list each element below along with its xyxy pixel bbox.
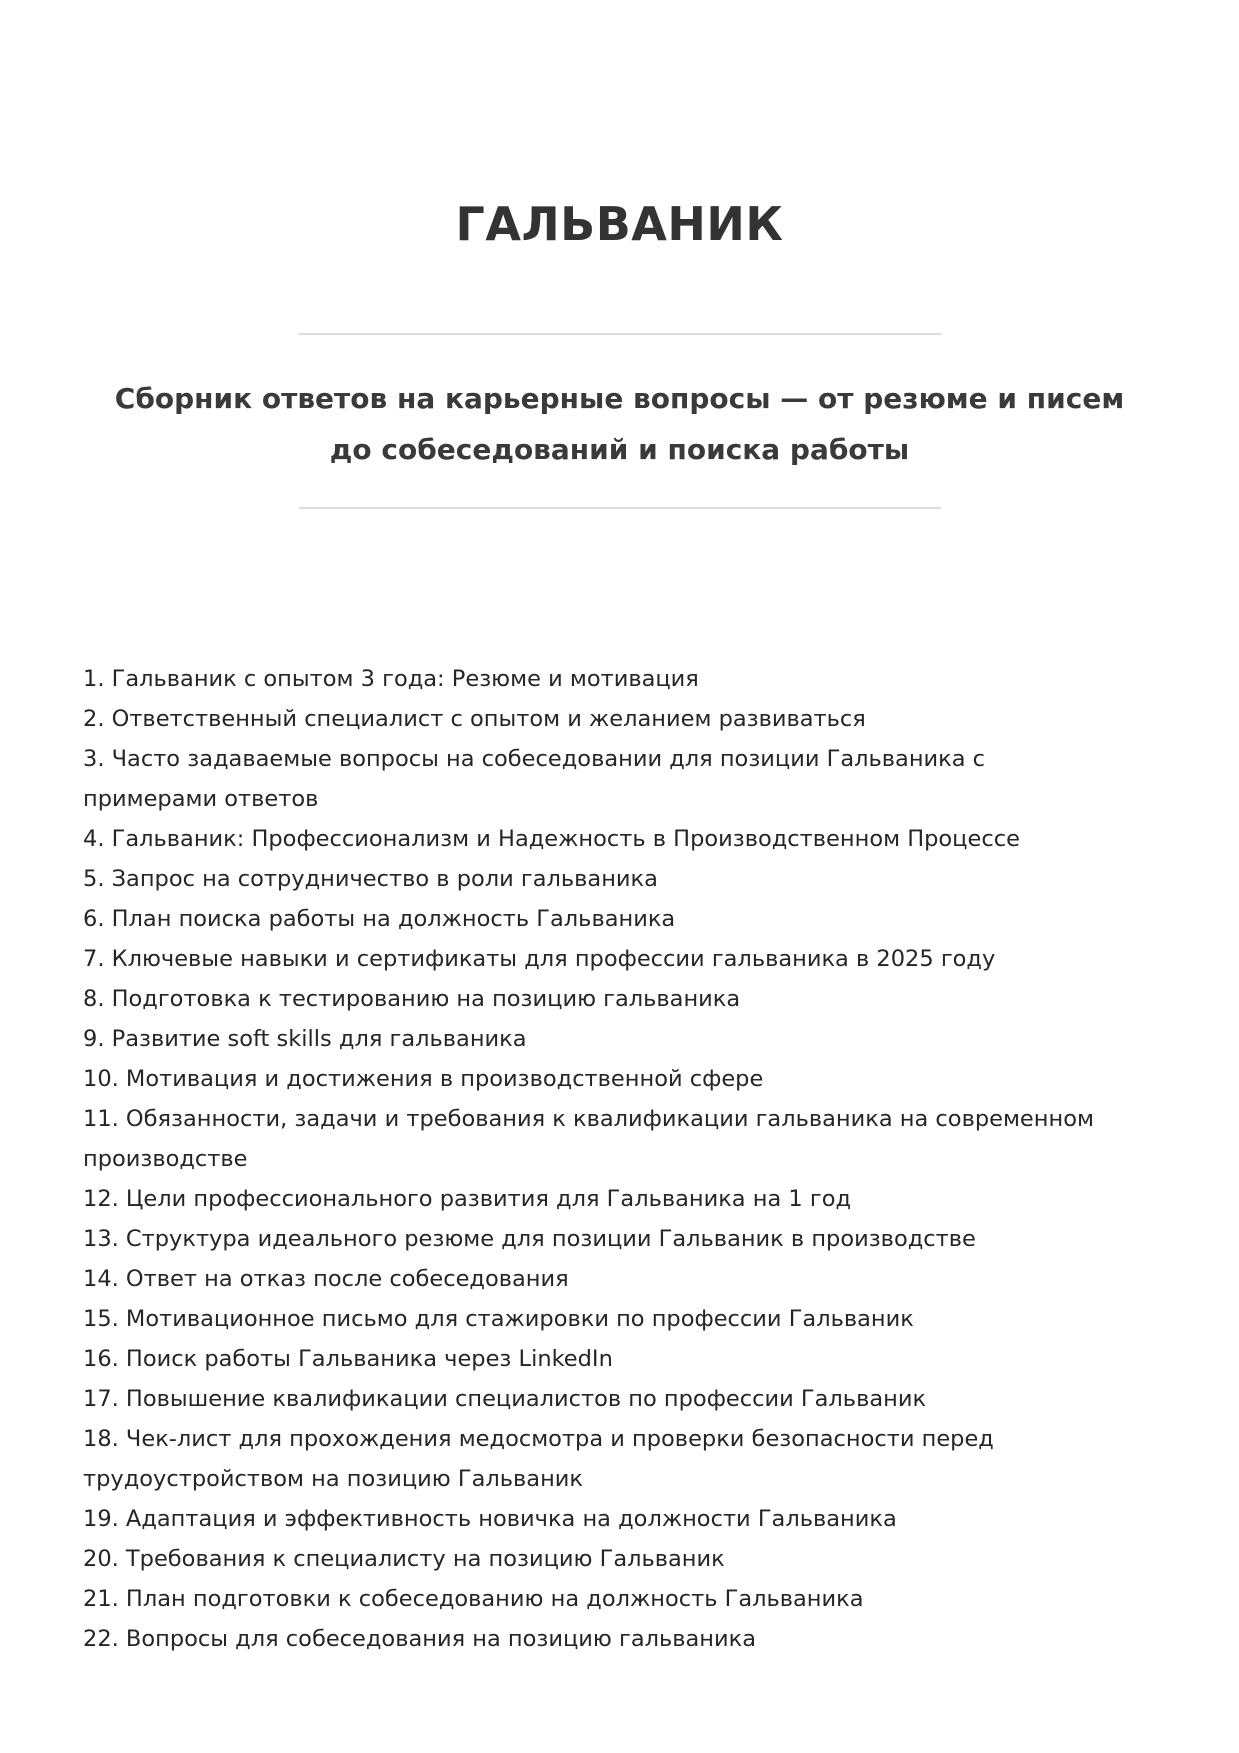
toc-item[interactable]: 20. Требования к специалисту на позицию Гальваник: [83, 1546, 725, 1572]
toc-item[interactable]: 15. Мотивационное письмо для стажировки по профессии Гальваник: [83, 1306, 914, 1332]
toc-item[interactable]: 4. Гальваник: Профессионализм и Надежность в Производственном Процессе: [83, 826, 1020, 852]
toc-item[interactable]: 7. Ключевые навыки и сертификаты для профессии гальваника в 2025 году: [83, 946, 996, 972]
title-divider-bottom: [299, 507, 941, 509]
toc-item[interactable]: 9. Развитие soft skills для гальваника: [83, 1026, 527, 1052]
toc-item[interactable]: 21. План подготовки к собеседованию на должность Гальваника: [83, 1586, 864, 1612]
toc-item[interactable]: 3. Часто задаваемые вопросы на собеседовании для позиции Гальваника с примерами ответов: [83, 746, 986, 812]
toc-item[interactable]: 17. Повышение квалификации специалистов по профессии Гальваник: [83, 1386, 927, 1412]
toc-item[interactable]: 10. Мотивация и достижения в производственной сфере: [83, 1066, 764, 1092]
toc-item[interactable]: 1. Гальваник с опытом 3 года: Резюме и мотивация: [83, 666, 699, 692]
toc-item[interactable]: 8. Подготовка к тестированию на позицию гальваника: [83, 986, 741, 1012]
page-title: ГАЛЬВАНИК: [455, 197, 784, 251]
toc-item[interactable]: 2. Ответственный специалист с опытом и желанием развиваться: [83, 706, 866, 732]
toc-item[interactable]: 6. План поиска работы на должность Гальваника: [83, 906, 676, 932]
page-subtitle: Сборник ответов на карьерные вопросы — от резюме и писем до собеседований и поиска работы: [114, 382, 1125, 466]
toc-item[interactable]: 18. Чек-лист для прохождения медосмотра и проверки безопасности перед трудоустройством на позицию Гальваник: [83, 1426, 994, 1492]
toc-item[interactable]: 11. Обязанности, задачи и требования к квалификации гальваника на современном производстве: [83, 1106, 1094, 1172]
toc-item[interactable]: 19. Адаптация и эффективность новичка на должности Гальваника: [83, 1506, 897, 1532]
title-divider-top: [299, 333, 941, 335]
toc-item[interactable]: 14. Ответ на отказ после собеседования: [83, 1266, 569, 1292]
toc-item[interactable]: 22. Вопросы для собеседования на позицию гальваника: [83, 1626, 757, 1652]
toc-item[interactable]: 5. Запрос на сотрудничество в роли гальваника: [83, 866, 658, 892]
table-of-contents: [83, 659, 1103, 1659]
toc-item[interactable]: 16. Поиск работы Гальваника через LinkedIn: [83, 1346, 613, 1372]
toc-item[interactable]: 12. Цели профессионального развития для Гальваника на 1 год: [83, 1186, 852, 1212]
toc-item[interactable]: 13. Структура идеального резюме для позиции Гальваник в производстве: [83, 1226, 976, 1252]
